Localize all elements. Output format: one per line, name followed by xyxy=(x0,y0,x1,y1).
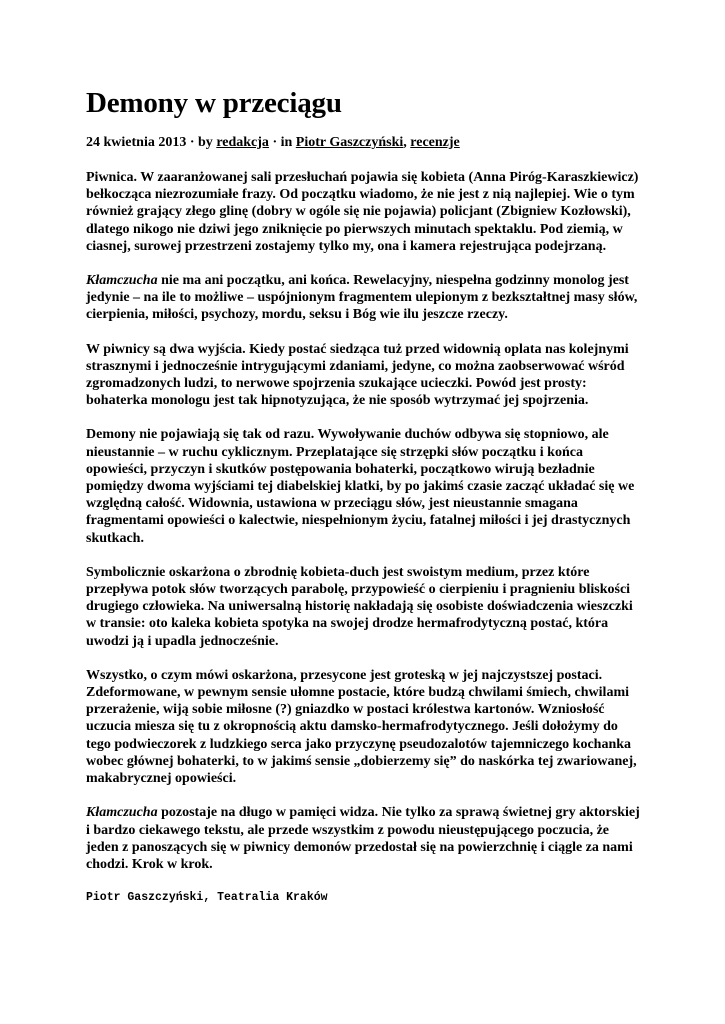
paragraph-1: Piwnica. W zaaranżowanej sali przesłuchań pojawia się kobieta (Anna Piróg-Karaszkiewicz) bełkocząca niezrozumiałe frazy. Od początku wiadomo, że nie jest z nią najlepiej. Wie o tym również grający złego glinę (dobry w ogóle się nie pojawia) policjant (Zbigniew Kozłowski), dlatego nikogo nie dziwi jego zniknięcie po pierwszych minutach spektaklu. Pod ziemią, w ciasnej, surowej przestrzeni zostajemy tylko my, ona i kamera rejestrująca podejrzaną. xyxy=(86,170,639,254)
meta-separator: · by xyxy=(186,135,217,150)
paragraph-4: Demony nie pojawiają się tak od razu. Wywoływanie duchów odbywa się stopniowo, ale nieustannie – w ruchu cyklicznym. Przeplatające się strzępki słów początku i końca opowieści, przyczyn i skutków postępowania bohaterki, początkowo wirują bezładnie pomiędzy dwoma wyjściami tej diabelskiej klatki, by po jakimś czasie zacząć układać się we względną całość. Widownia, ustawiona w przeciągu słów, jest nieustannie smagana fragmentami opowieści o kalectwie, niespełnionym życiu, fatalnej miłości i jej drastycznych skutkach. xyxy=(86,427,635,546)
post-date: 24 kwietnia 2013 xyxy=(86,135,187,150)
author-link[interactable]: redakcja xyxy=(216,135,269,150)
category-link-reviews[interactable]: recenzje xyxy=(410,135,460,150)
paragraph-2: Kłamczucha nie ma ani początku, ani końca. Rewelacyjny, niespełna godzinny monolog jest jedynie – na ile to możliwe – uspójnionym fragmentem ulepionym z bezkształtnej masy słów, cierpienia, miłości, psychozy, mordu, seksu i Bóg wie ilu jeszcze rzeczy. xyxy=(86,273,638,323)
page-title: Demony w przeciągu xyxy=(86,87,342,119)
play-title: Kłamczucha xyxy=(86,273,158,289)
post-meta xyxy=(86,134,642,152)
article xyxy=(86,86,642,906)
paragraph-6: Wszystko, o czym mówi oskarżona, przesycone jest groteską w jej najczystszej postaci. Zdeformowane, w pewnym sensie ułomne postacie, które budzą chwilami śmiech, chwilami przerażenie, wiją sobie miłosne (?) gniazdko w postaci królestwa kartonów. Wzniosłość uczucia miesza się tu z okropnością aktu damsko-hermafrodytycznego. Jeśli dołożymy do tego podwieczorek z ludzkiego serca jako przyczynę pseudozalotów tajemniczego kochanka wobec głównej bohaterki, to w jakimś sensie „dobierzemy się” do naskórka tej zwariowanej, makabrycznej opowieści. xyxy=(86,667,637,787)
meta-comma: , xyxy=(403,135,411,150)
paragraph-7: Kłamczucha pozostaje na długo w pamięci widza. Nie tylko za sprawą świetnej gry aktorskiej i bardzo ciekawego tekstu, ale przede wszystkim z powodu nieustępującego poczucia, że jeden z panoszących się w piwnicy demonów przedostał się na powierzchnię i ciągle za nami chodzi. Krok w krok. xyxy=(86,805,640,872)
meta-separator: · in xyxy=(268,135,296,150)
play-title: Kłamczucha xyxy=(86,805,158,821)
paragraph-3: W piwnicy są dwa wyjścia. Kiedy postać siedząca tuż przed widownią oplata nas kolejnymi strasznymi i jednocześnie intrygującymi zdaniami, jedyne, co można zaobserwować wśród zgromadzonych ludzi, to nerwowe spojrzenia szukające ucieczki. Powód jest prosty: bohaterka monologu jest tak hipnotyzująca, że nie sposób wytrzymać jej spojrzenia. xyxy=(86,341,629,409)
signature: Piotr Gaszczyński, Teatralia Kraków xyxy=(86,891,328,905)
category-link-author[interactable]: Piotr Gaszczyński xyxy=(295,135,404,150)
paragraph-5: Symbolicznie oskarżona o zbrodnię kobieta-duch jest swoistym medium, przez które przepływa potok słów tworzących parabolę, przypowieść o cierpieniu i pragnieniu bliskości drugiego człowieka. Na uniwersalną historię nakładają się osobiste doświadczenia wieszczki w transie: oto kaleka kobieta spotyka na swojej drodze hermafrodytyczną postać, która uwodzi ją i upadla jednocześnie. xyxy=(86,564,633,649)
